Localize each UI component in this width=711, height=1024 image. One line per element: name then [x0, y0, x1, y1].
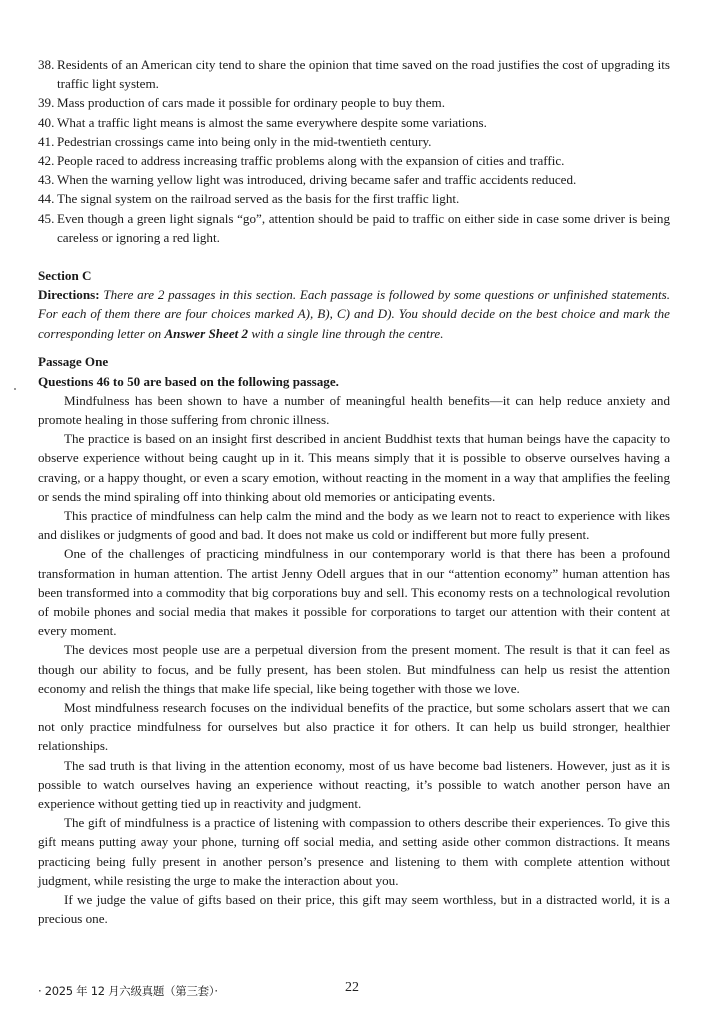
statement-text: The signal system on the railroad served as the basis for the first traffic light. [57, 191, 460, 207]
statement-number: 43. [38, 172, 55, 188]
directions-label: Directions: [38, 287, 100, 303]
directions-text-end: with a single line through the centre. [248, 325, 444, 341]
statement-item [38, 189, 670, 208]
passage-paragraph: This practice of mindfulness can help calm the mind and the body as we learn not to react to experience with likes and dislikes or judgments of good and bad. It does not make us cold or indifferent but more fully present. [38, 507, 670, 543]
passage-title: Passage One [38, 354, 109, 370]
statement-number: 42. [38, 153, 55, 169]
statement-number: 41. [38, 133, 55, 149]
scan-speck [14, 388, 16, 390]
passage-paragraph: If we judge the value of gifts based on their price, this gift may seem worthless, but in a distracted world, it is a precious one. [38, 892, 670, 927]
passage-paragraph: One of the challenges of practicing mindfulness in our contemporary world is that there has been a profound transformation in human attention. The artist Jenny Odell argues that in our “attention economy” human attention has been transformed into a commodity that big corporations buy and sell. This economy rests on a technological revolution of mobile phones and social media that makes it possible for corporations to target our attention with their content at every moment. [38, 546, 670, 639]
page-number: 22 [345, 980, 359, 995]
statement-number: 45. [38, 210, 55, 226]
statement-number: 39. [38, 95, 55, 111]
statement-item [38, 93, 670, 112]
answer-sheet-emphasis: Answer Sheet 2 [164, 325, 249, 341]
statement-number: 38. [38, 57, 55, 72]
passage-paragraph: The sad truth is that living in the attention economy, most of us have become bad listeners. However, just as it is possible to watch ourselves having an experience without reacting, it’s possible to watch another person have an experience without getting tied up in reactivity and judgment. [38, 757, 670, 812]
statement-text: Residents of an American city tend to share the opinion that time saved on the road justifies the cost of upgrading its traffic light system. [57, 57, 670, 92]
statement-item [38, 55, 670, 93]
footer-source: · 2025 年 12 月六级真题（第三套）· [38, 984, 218, 998]
statement-text: Pedestrian crossings came into being only in the mid-twentieth century. [57, 133, 432, 149]
directions [38, 285, 670, 343]
statement-list [38, 55, 670, 247]
statement-item [38, 170, 670, 189]
statement-text: What a traffic light means is almost the same everywhere despite some variations. [57, 114, 487, 130]
statement-text: Mass production of cars made it possible for ordinary people to buy them. [57, 95, 445, 111]
statement-item [38, 209, 670, 247]
passage-paragraph: Most mindfulness research focuses on the individual benefits of the practice, but some scholars assert that we can not only practice mindfulness for ourselves but also practice it for others. It can help us build stronger, healthier relationships. [38, 700, 670, 754]
document-page [38, 55, 670, 928]
section-title: Section C [38, 268, 92, 284]
passage-subtitle: Questions 46 to 50 are based on the following passage. [38, 373, 339, 389]
directions-text: There are 2 passages in this section. Each passage is followed by some questions or unfinished statements. For each of them there are four choices marked A), B), C) and D). You should decide on the best choice and mark the corresponding letter on [38, 287, 670, 341]
statement-text: When the warning yellow light was introduced, driving became safer and traffic accidents reduced. [57, 172, 577, 188]
statement-item [38, 113, 670, 132]
passage-paragraph: Mindfulness has been shown to have a number of meaningful health benefits—it can help reduce anxiety and promote healing in those suffering from chronic illness. [38, 392, 670, 427]
statement-number: 44. [38, 191, 55, 207]
statement-item [38, 151, 670, 170]
statement-number: 40. [38, 114, 55, 130]
passage-paragraph: The practice is based on an insight first described in ancient Buddhist texts that human beings have the capacity to observe experience without being caught up in it. This means simply that it is possible to observe ourselves having a craving, or a happy thought, or even a scary emotion, without reacting in the moment in a way that amplifies the feeling or sends the mind spiraling off into thinking about old memories or anticipating events. [38, 431, 670, 504]
statement-item [38, 132, 670, 151]
statement-text: Even though a green light signals “go”, attention should be paid to traffic on either side in case some driver is being careless or ignoring a red light. [57, 210, 670, 245]
passage-paragraph: The gift of mindfulness is a practice of listening with compassion to others describe their experiences. To give this gift means putting away your phone, turning off social media, and setting aside other common distractions. It means practicing being fully present in another person’s presence and listening to them with complete attention without judgment, while resisting the urge to make the interaction about you. [38, 815, 670, 888]
statement-text: People raced to address increasing traffic problems along with the expansion of cities and traffic. [57, 153, 565, 169]
passage-paragraph: The devices most people use are a perpetual diversion from the present moment. The result is that it can feel as though our ability to focus, and be fully present, has been stolen. But mindfulness can help us resist the attention economy and relish the things that make life special, like being together with those we love. [38, 642, 670, 696]
